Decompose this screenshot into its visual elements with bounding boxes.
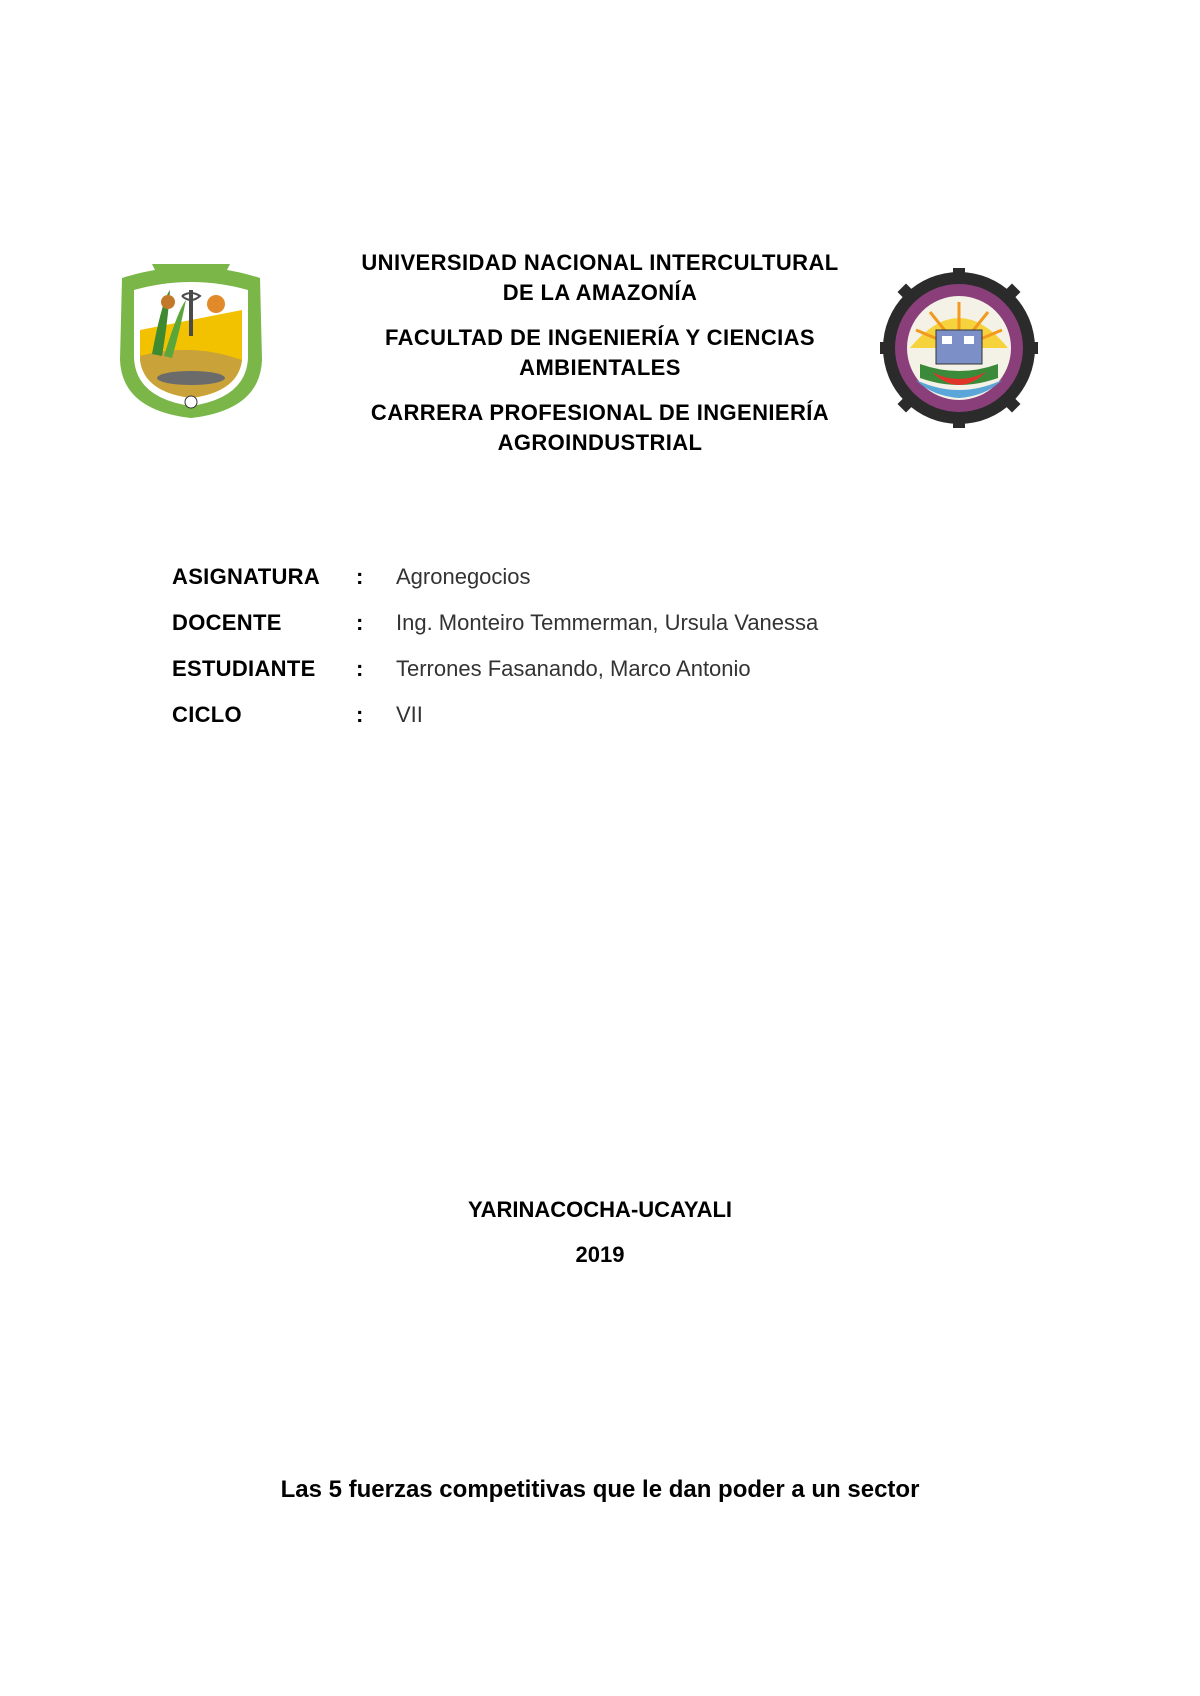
title-line: CARRERA PROFESIONAL DE INGENIERÍA — [370, 400, 830, 425]
info-row-student — [172, 656, 1072, 702]
info-row-subject — [172, 564, 1072, 610]
info-colon: : — [356, 564, 364, 589]
document-topic: Las 5 fuerzas competitivas que le dan poder a un sector — [280, 1476, 920, 1503]
title-line: AGROINDUSTRIAL — [497, 430, 703, 455]
title-line: DE LA AMAZONÍA — [502, 280, 698, 305]
title-line: FACULTAD DE INGENIERÍA Y CIENCIAS — [384, 325, 816, 350]
info-label: ASIGNATURA — [172, 564, 321, 589]
info-row-cycle — [172, 702, 1072, 748]
info-value: VII — [396, 702, 423, 727]
info-row-teacher — [172, 610, 1072, 656]
title-line: AMBIENTALES — [519, 355, 681, 380]
info-label: ESTUDIANTE — [172, 656, 316, 681]
info-value: Ing. Monteiro Temmerman, Ursula Vanessa — [396, 610, 819, 635]
info-colon: : — [356, 702, 364, 727]
info-label: CICLO — [172, 702, 242, 727]
faculty-seal-logo — [880, 268, 1038, 428]
university-name — [300, 248, 900, 308]
university-seal-logo — [112, 260, 270, 420]
faculty-name — [300, 323, 900, 383]
location: YARINACOCHA-UCAYALI — [467, 1197, 733, 1222]
title-line: UNIVERSIDAD NACIONAL INTERCULTURAL — [361, 250, 839, 275]
course-info — [172, 564, 1072, 748]
info-colon: : — [356, 656, 364, 681]
document-header — [0, 230, 1200, 470]
info-value: Terrones Fasanando, Marco Antonio — [396, 656, 751, 681]
institution-title — [300, 248, 900, 473]
info-colon: : — [356, 610, 364, 635]
info-label: DOCENTE — [172, 610, 282, 635]
career-name — [300, 398, 900, 458]
year: 2019 — [575, 1242, 625, 1267]
info-value: Agronegocios — [396, 564, 531, 589]
